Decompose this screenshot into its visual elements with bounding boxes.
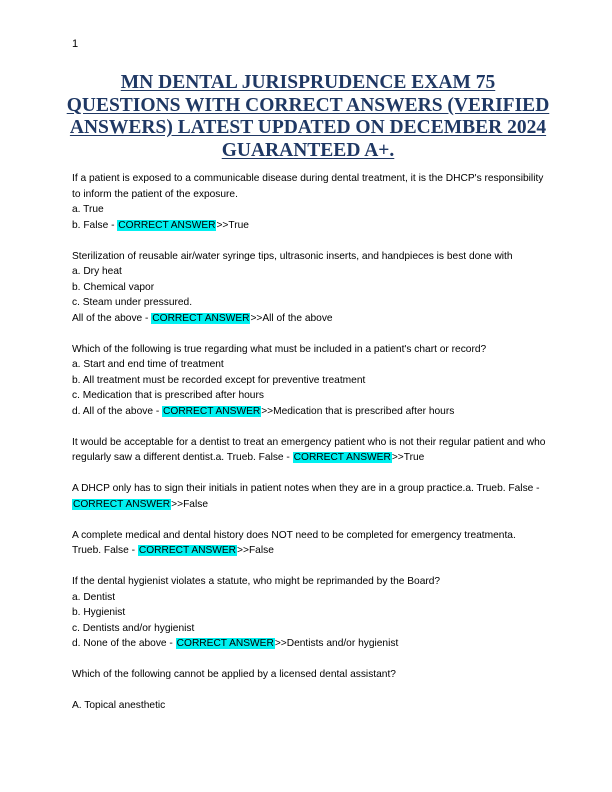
question-block (72, 574, 547, 652)
correct-answer-text: >>True (391, 452, 425, 463)
correct-answer-text: >>False (237, 545, 274, 556)
question-stem: A DHCP only has to sign their initials in patient notes when they are in a group practice.a. Trueb. False - (72, 483, 540, 494)
question-block (72, 528, 547, 559)
question-stem: If a patient is exposed to a communicable disease during dental treatment, it is the DHCP's responsibility to inform the patient of the exposure. (72, 173, 544, 200)
correct-answer-highlight: CORRECT ANSWER (293, 452, 391, 463)
question-block (72, 698, 547, 714)
answer-option: a. Dentist (72, 591, 116, 603)
question-stem: It would be acceptable for a dentist to treat an emergency patient who is not their regular patient and who regularly saw a different dentist.a. Trueb. False - (72, 436, 546, 463)
answer-line (72, 636, 547, 652)
answer-option: b. Hygienist (72, 607, 126, 618)
question-block (72, 249, 547, 327)
answer-option: c. Dentists and/or hygienist (72, 622, 195, 634)
page-number: 1 (72, 38, 79, 50)
correct-answer-highlight: CORRECT ANSWER (152, 312, 250, 324)
answer-option: All of the above - (72, 312, 152, 324)
answer-option: d. None of the above - (72, 638, 176, 649)
correct-answer-text: >>Medication that is prescribed after hours (261, 405, 455, 417)
correct-answer-highlight: CORRECT ANSWER (138, 545, 237, 556)
answer-line (72, 218, 547, 234)
correct-answer-text: >>All of the above (250, 312, 333, 324)
question-block (72, 342, 547, 420)
question-list (72, 171, 547, 714)
answer-option: b. False - (72, 219, 118, 231)
correct-answer-text: >>False (171, 498, 208, 510)
answer-option: a. True (72, 204, 104, 215)
answer-line (72, 528, 547, 559)
question-stem: A complete medical and dental history does NOT need to be completed for emergency treatmenta. Trueb. False - (72, 529, 516, 556)
correct-answer-text: >>True (216, 219, 249, 231)
question-stem: If the dental hygienist violates a statute, who might be reprimanded by the Board? (72, 576, 441, 587)
document-title: MN DENTAL JURISPRUDENCE EXAM 75 QUESTIONS WITH CORRECT ANSWERS (VERIFIED ANSWERS) LATEST UPDATED ON DECEMBER 2024 GUARANTEED A+. (66, 72, 550, 161)
answer-option: b. Chemical vapor (72, 281, 155, 293)
answer-line (72, 435, 547, 466)
question-stem: Which of the following is true regarding what must be included in a patient's chart or record? (72, 343, 487, 355)
answer-option: c. Steam under pressured. (72, 297, 193, 308)
question-block (72, 435, 547, 466)
correct-answer-highlight: CORRECT ANSWER (73, 498, 171, 510)
question-block (72, 667, 547, 683)
answer-option: d. All of the above - (72, 405, 163, 417)
answer-option: b. All treatment must be recorded except for preventive treatment (72, 374, 366, 386)
answer-line (72, 481, 547, 512)
answer-option: c. Medication that is prescribed after hours (72, 390, 264, 401)
answer-option: a. Start and end time of treatment (72, 359, 224, 370)
correct-answer-highlight: CORRECT ANSWER (176, 638, 274, 649)
correct-answer-highlight: CORRECT ANSWER (163, 405, 261, 417)
question-stem: Sterilization of reusable air/water syringe tips, ultrasonic inserts, and handpieces is best done with (72, 250, 513, 262)
answer-option: a. Dry heat (72, 266, 122, 277)
question-stem: Which of the following cannot be applied by a licensed dental assistant? (72, 669, 396, 680)
correct-answer-highlight: CORRECT ANSWER (118, 219, 216, 231)
question-block (72, 171, 547, 233)
correct-answer-text: >>Dentists and/or hygienist (274, 638, 399, 649)
answer-line (72, 311, 547, 327)
answer-line (72, 404, 547, 420)
question-block (72, 481, 547, 512)
answer-option: A. Topical anesthetic (72, 700, 166, 711)
